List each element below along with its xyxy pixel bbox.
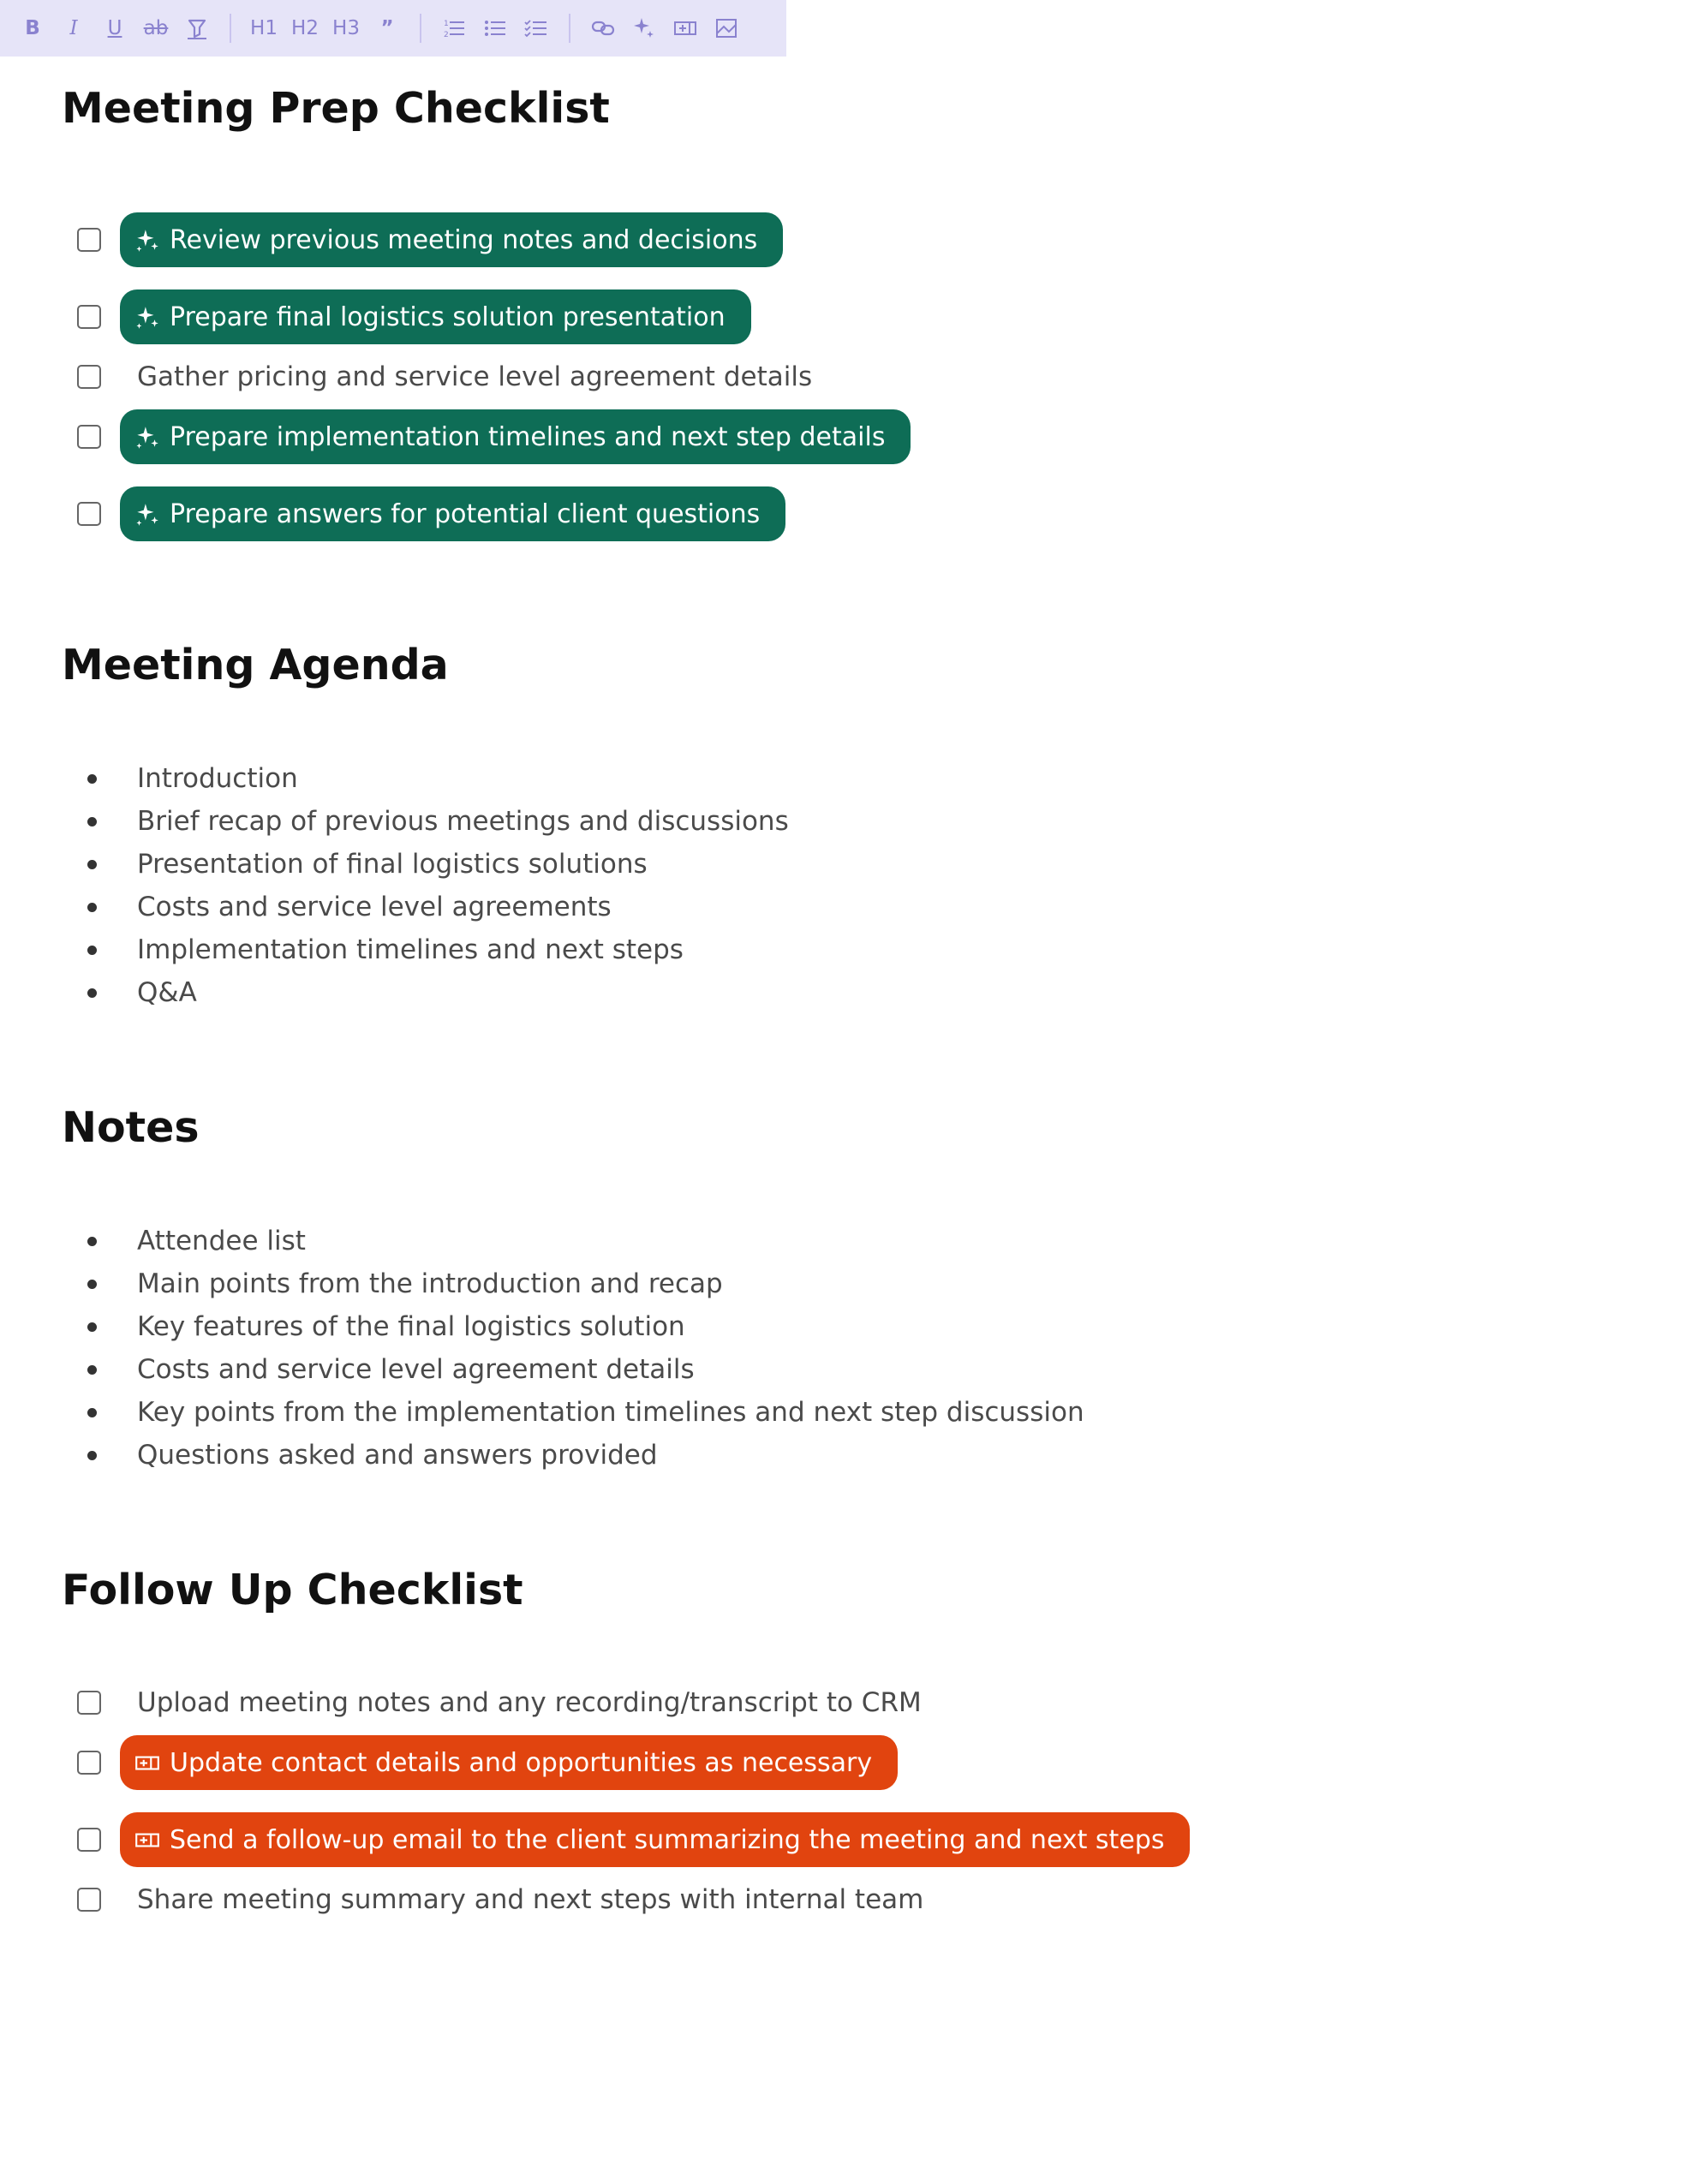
- bullet-dot: [87, 1451, 97, 1460]
- list-item: [62, 1220, 306, 1262]
- list-item-text: Implementation timelines and next steps: [137, 934, 684, 965]
- list-item: [62, 1305, 685, 1348]
- heading-3-button[interactable]: H3: [332, 17, 360, 39]
- formatting-toolbar: [0, 0, 786, 57]
- checklist-item: [62, 1812, 1165, 1867]
- section-title-prep: Meeting Prep Checklist: [62, 84, 610, 133]
- list-item-text: Q&A: [137, 977, 197, 1008]
- highlighter-icon: [184, 15, 210, 41]
- strikethrough-button[interactable]: ab: [143, 17, 169, 39]
- underline-button[interactable]: U: [107, 17, 122, 39]
- list-item-text: Presentation of final logistics solutions: [137, 849, 648, 880]
- checklist-item-text: Update contact details and opportunities as necessary: [170, 1747, 873, 1778]
- bullet-dot: [87, 817, 97, 826]
- checklist-item-text: Prepare implementation timelines and next step details: [170, 421, 886, 452]
- bullet-dot: [87, 1322, 97, 1332]
- list-item: [62, 1434, 658, 1477]
- checkbox[interactable]: [77, 1888, 101, 1912]
- bullet-dot: [87, 1408, 97, 1417]
- checklist-button[interactable]: [519, 11, 553, 45]
- ai-suggestion-chip[interactable]: [120, 212, 783, 267]
- list-item-text: Main points from the introduction and recap: [137, 1268, 723, 1299]
- ai-sparkle-icon: [134, 226, 161, 254]
- list-item: [62, 757, 298, 800]
- ai-sparkle-icon: [631, 15, 657, 41]
- checklist-item: [62, 289, 726, 344]
- checklist-item: [62, 409, 886, 464]
- list-item: [62, 1262, 723, 1305]
- checklist-item: [62, 1735, 873, 1790]
- heading-1-button[interactable]: H1: [250, 17, 278, 39]
- numbered-list-icon: [441, 15, 467, 41]
- ai-suggestion-chip[interactable]: [120, 409, 911, 464]
- checklist-item: [62, 349, 813, 404]
- crm-action-chip[interactable]: [120, 1812, 1190, 1867]
- heading-2-button[interactable]: H2: [291, 17, 319, 39]
- checklist-item-text: Share meeting summary and next steps with internal team: [137, 1884, 924, 1915]
- list-item: [62, 1348, 695, 1391]
- checklist-item-text: Upload meeting notes and any recording/transcript to CRM: [137, 1687, 922, 1718]
- list-item-text: Key features of the final logistics solution: [137, 1311, 685, 1342]
- crm-card-button[interactable]: [668, 11, 702, 45]
- ai-assist-button[interactable]: [627, 11, 661, 45]
- checkbox[interactable]: [77, 365, 101, 389]
- checklist-item-text: Review previous meeting notes and decisions: [170, 224, 758, 255]
- checklist-icon: [523, 15, 549, 41]
- svg-text:1: 1: [444, 20, 449, 28]
- checklist-item-text: Send a follow-up email to the client summarizing the meeting and next steps: [170, 1824, 1165, 1855]
- bullet-list-icon: [482, 15, 508, 41]
- toolbar-divider: [569, 14, 570, 43]
- checklist-item-text: Prepare answers for potential client questions: [170, 498, 761, 529]
- section-title-followup: Follow Up Checklist: [62, 1566, 523, 1614]
- image-icon: [714, 15, 739, 41]
- checklist-item: [62, 212, 758, 267]
- bullet-dot: [87, 988, 97, 998]
- bullet-dot: [87, 1365, 97, 1375]
- ai-suggestion-chip[interactable]: [120, 289, 751, 344]
- checkbox[interactable]: [77, 1691, 101, 1715]
- list-item-text: Questions asked and answers provided: [137, 1440, 658, 1471]
- list-item: [62, 971, 197, 1014]
- bullet-dot: [87, 946, 97, 955]
- numbered-list-button[interactable]: [437, 11, 471, 45]
- ai-sparkle-icon: [134, 423, 161, 451]
- checkbox[interactable]: [77, 1751, 101, 1775]
- toolbar-divider: [420, 14, 421, 43]
- crm-card-icon: [672, 15, 698, 41]
- list-item-text: Attendee list: [137, 1226, 306, 1256]
- highlight-button[interactable]: [180, 11, 214, 45]
- checkbox[interactable]: [77, 228, 101, 252]
- list-item: [62, 928, 684, 971]
- insert-image-button[interactable]: [709, 11, 743, 45]
- checkbox[interactable]: [77, 305, 101, 329]
- list-item-text: Costs and service level agreement details: [137, 1354, 695, 1385]
- list-item-text: Costs and service level agreements: [137, 892, 612, 922]
- svg-text:2: 2: [444, 31, 449, 39]
- checklist-item-text: Gather pricing and service level agreement details: [137, 361, 813, 392]
- list-item: [62, 1391, 1084, 1434]
- italic-button[interactable]: I: [69, 17, 78, 39]
- checklist-item-text: Prepare final logistics solution presentation: [170, 301, 726, 332]
- link-button[interactable]: [586, 11, 620, 45]
- bullet-list-button[interactable]: [478, 11, 512, 45]
- ai-sparkle-icon: [134, 303, 161, 331]
- ai-sparkle-icon: [134, 500, 161, 528]
- checkbox[interactable]: [77, 1828, 101, 1852]
- list-item-text: Brief recap of previous meetings and discussions: [137, 806, 789, 837]
- toolbar-divider: [230, 14, 231, 43]
- crm-card-icon: [134, 1749, 161, 1776]
- checklist-item: [62, 1675, 922, 1730]
- checklist-item: [62, 486, 761, 541]
- bullet-dot: [87, 903, 97, 912]
- checkbox[interactable]: [77, 425, 101, 449]
- checklist-item: [62, 1872, 924, 1927]
- ai-suggestion-chip[interactable]: [120, 486, 785, 541]
- list-item: [62, 843, 648, 886]
- crm-card-icon: [134, 1826, 161, 1853]
- section-title-notes: Notes: [62, 1103, 200, 1152]
- bullet-dot: [87, 774, 97, 784]
- section-title-agenda: Meeting Agenda: [62, 641, 449, 689]
- checkbox[interactable]: [77, 502, 101, 526]
- list-item-text: Introduction: [137, 763, 298, 794]
- bullet-dot: [87, 1237, 97, 1246]
- list-item: [62, 800, 789, 843]
- link-icon: [590, 15, 616, 41]
- list-item-text: Key points from the implementation timelines and next step discussion: [137, 1397, 1084, 1428]
- quote-button[interactable]: ”: [380, 17, 394, 39]
- list-item: [62, 886, 612, 928]
- crm-action-chip[interactable]: [120, 1735, 898, 1790]
- bullet-dot: [87, 860, 97, 869]
- bullet-dot: [87, 1280, 97, 1289]
- bold-button[interactable]: B: [25, 17, 40, 39]
